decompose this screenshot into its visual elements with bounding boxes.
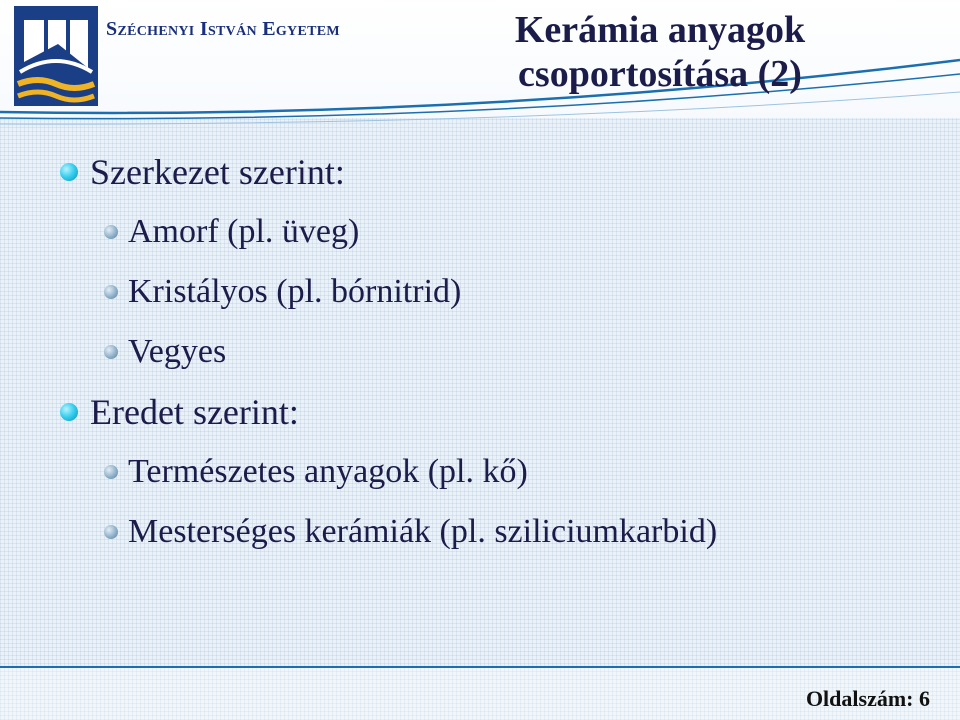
section-heading-structure: Szerkezet szerint: [60,150,920,194]
slide-title [450,8,870,96]
sub-bullet-dot-icon [104,285,118,299]
list-item: Amorf (pl. üveg) [60,210,920,254]
sub-bullet-dot-icon [104,465,118,479]
footer-divider [0,666,960,668]
slide-title-line-1: Kerámia anyagok [514,9,806,51]
bullet-list [60,150,920,570]
page-number: Oldalszám: 6 [805,686,930,711]
slide-title-line-2: csoportosítása (2) [518,53,802,95]
sub-bullet-dot-icon [104,525,118,539]
bullet-dot-icon [60,163,78,181]
list-item: Természetes anyagok (pl. kő) [60,450,920,494]
list-item: Kristályos (pl. bórnitrid) [60,270,920,314]
sub-bullet-dot-icon [104,345,118,359]
section-heading-origin: Eredet szerint: [60,390,920,434]
list-item: Vegyes [60,330,920,374]
university-logo [14,6,98,106]
university-name: Széchenyi István Egyetem [106,18,340,40]
list-item: Mesterséges kerámiák (pl. sziliciumkarbid) [60,510,920,554]
sub-bullet-dot-icon [104,225,118,239]
bullet-dot-icon [60,403,78,421]
